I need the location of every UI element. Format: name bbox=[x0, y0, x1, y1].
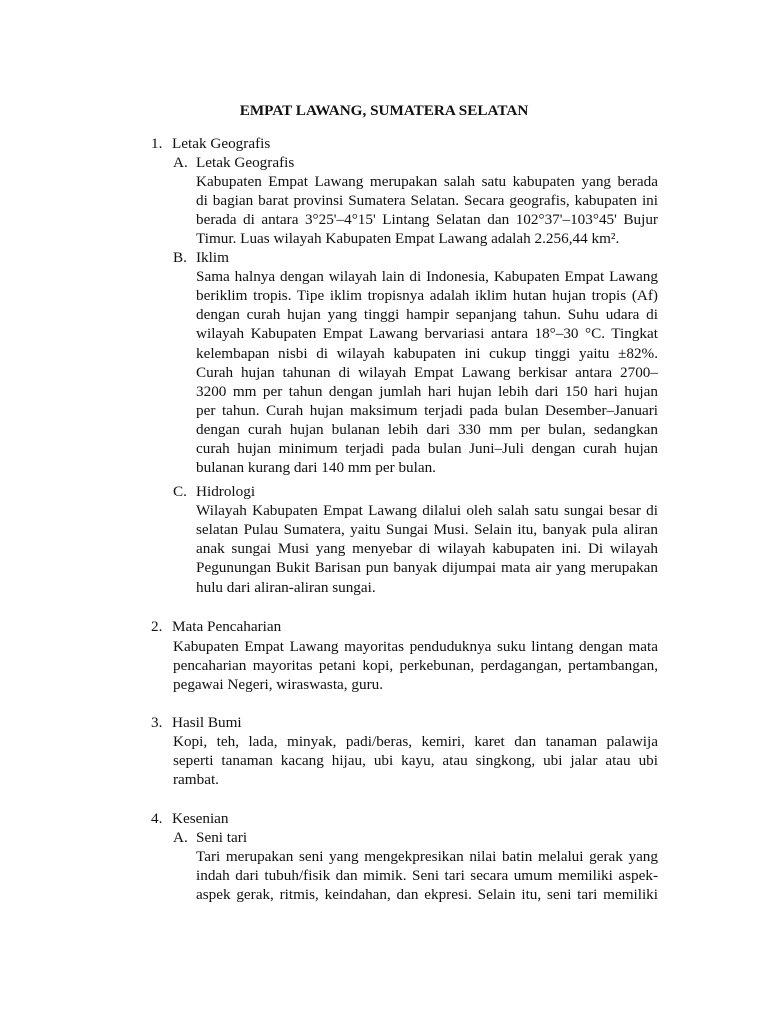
paragraph-line: aspek gerak, ritmis, keindahan, dan ekpresi. Selain itu, seni tari memiliki bbox=[196, 886, 658, 904]
paragraph-line: pegawai Negeri, wiraswasta, guru. bbox=[173, 676, 384, 694]
paragraph bbox=[173, 732, 658, 789]
paragraph-line: pencaharian mayoritas petani kopi, perkebunan, perdagangan, pertambangan, bbox=[173, 657, 658, 675]
paragraph-line: anak sungai Musi yang menyebar di wilayah kabupaten ini. Di wilayah bbox=[196, 540, 658, 558]
section-heading: Kesenian bbox=[172, 810, 229, 827]
subsection-heading: Letak Geografis bbox=[196, 154, 295, 171]
paragraph-line: Wilayah Kabupaten Empat Lawang dilalui oleh salah satu sungai besar di bbox=[196, 502, 658, 519]
subsection-heading: Seni tari bbox=[196, 829, 248, 846]
paragraph bbox=[196, 501, 658, 597]
document-title: EMPAT LAWANG, SUMATERA SELATAN bbox=[239, 102, 529, 119]
paragraph-line: curah hujan minimum terjadi pada bulan Juni–Juli dengan curah hujan bbox=[196, 440, 658, 458]
section-number: 1. bbox=[151, 135, 163, 152]
paragraph bbox=[196, 172, 658, 249]
subsection-heading: Hidrologi bbox=[196, 483, 256, 500]
subsection-letter: B. bbox=[173, 249, 187, 266]
paragraph-line: rambat. bbox=[173, 771, 219, 789]
paragraph-line: Curah hujan tahunan di wilayah Empat Lawang berkisar antara 2700– bbox=[196, 363, 658, 381]
section-heading: Hasil Bumi bbox=[172, 714, 242, 731]
paragraph-line: per tahun. Curah hujan maksimum terjadi pada bulan Desember–Januari bbox=[196, 401, 658, 419]
paragraph-line: beriklim tropis. Tipe iklim tropisnya adalah iklim hutan hujan tropis (Af) bbox=[196, 287, 658, 305]
subsection-letter: A. bbox=[173, 829, 188, 846]
paragraph-line: kelembapan nisbi di wilayah kabupaten ini cukup tinggi yaitu ±82%. bbox=[196, 344, 658, 362]
paragraph-line: Tari merupakan seni yang mengekpresikan nilai batin melalui gerak yang bbox=[196, 848, 658, 865]
paragraph-line: dengan curah hujan bulanan lebih dari 330 mm per bulan, sedangkan bbox=[196, 421, 658, 439]
paragraph-line: bulanan kurang dari 140 mm per bulan. bbox=[196, 459, 436, 477]
paragraph-line: hulu dari aliran-aliran sungai. bbox=[196, 578, 376, 596]
section-number: 3. bbox=[151, 714, 163, 731]
paragraph bbox=[173, 637, 658, 694]
subsection-heading: Iklim bbox=[196, 249, 229, 266]
subsection-letter: A. bbox=[173, 154, 188, 171]
paragraph-line: 3200 mm per tahun dengan jumlah hari hujan lebih dari 150 hari hujan bbox=[196, 382, 658, 400]
paragraph-line: berada di antara 3°25'–4°15' Lintang Selatan dan 102°37'–103°45' Bujur bbox=[196, 211, 658, 229]
subsection-letter: C. bbox=[173, 483, 187, 500]
paragraph-line: dengan curah hujan yang tinggi hampir sepanjang tahun. Suhu udara di bbox=[196, 306, 658, 324]
paragraph-line: Pegunungan Bukit Barisan pun banyak dijumpai mata air yang merupakan bbox=[196, 559, 658, 577]
paragraph-line: Kabupaten Empat Lawang mayoritas penduduknya suku lintang dengan mata bbox=[173, 638, 658, 655]
paragraph-line: indah dari tubuh/fisik dan mimik. Seni tari secara umum memiliki aspek- bbox=[196, 867, 658, 885]
section-heading: Letak Geografis bbox=[172, 135, 271, 152]
paragraph bbox=[196, 847, 658, 904]
paragraph-line: Sama halnya dengan wilayah lain di Indonesia, Kabupaten Empat Lawang bbox=[196, 268, 658, 285]
paragraph-line: seperti tanaman kacang hijau, ubi kayu, atau singkong, ubi jalar atau ubi bbox=[173, 752, 658, 770]
section-number: 2. bbox=[151, 618, 163, 635]
section-number: 4. bbox=[151, 810, 163, 827]
paragraph-line: Timur. Luas wilayah Kabupaten Empat Lawang adalah 2.256,44 km². bbox=[196, 230, 620, 248]
section-heading: Mata Pencaharian bbox=[172, 618, 282, 635]
paragraph-line: selatan Pulau Sumatera, yaitu Sungai Musi. Selain itu, banyak pula aliran bbox=[196, 521, 658, 539]
paragraph-line: Kabupaten Empat Lawang merupakan salah satu kabupaten yang berada bbox=[196, 173, 658, 190]
paragraph-line: wilayah Kabupaten Empat Lawang bervariasi antara 18°–30 °C. Tingkat bbox=[196, 325, 658, 343]
paragraph-line: Kopi, teh, lada, minyak, padi/beras, kemiri, karet dan tanaman palawija bbox=[173, 733, 658, 750]
paragraph-line: di bagian barat provinsi Sumatera Selatan. Secara geografis, kabupaten ini bbox=[196, 192, 658, 210]
paragraph bbox=[196, 267, 658, 478]
